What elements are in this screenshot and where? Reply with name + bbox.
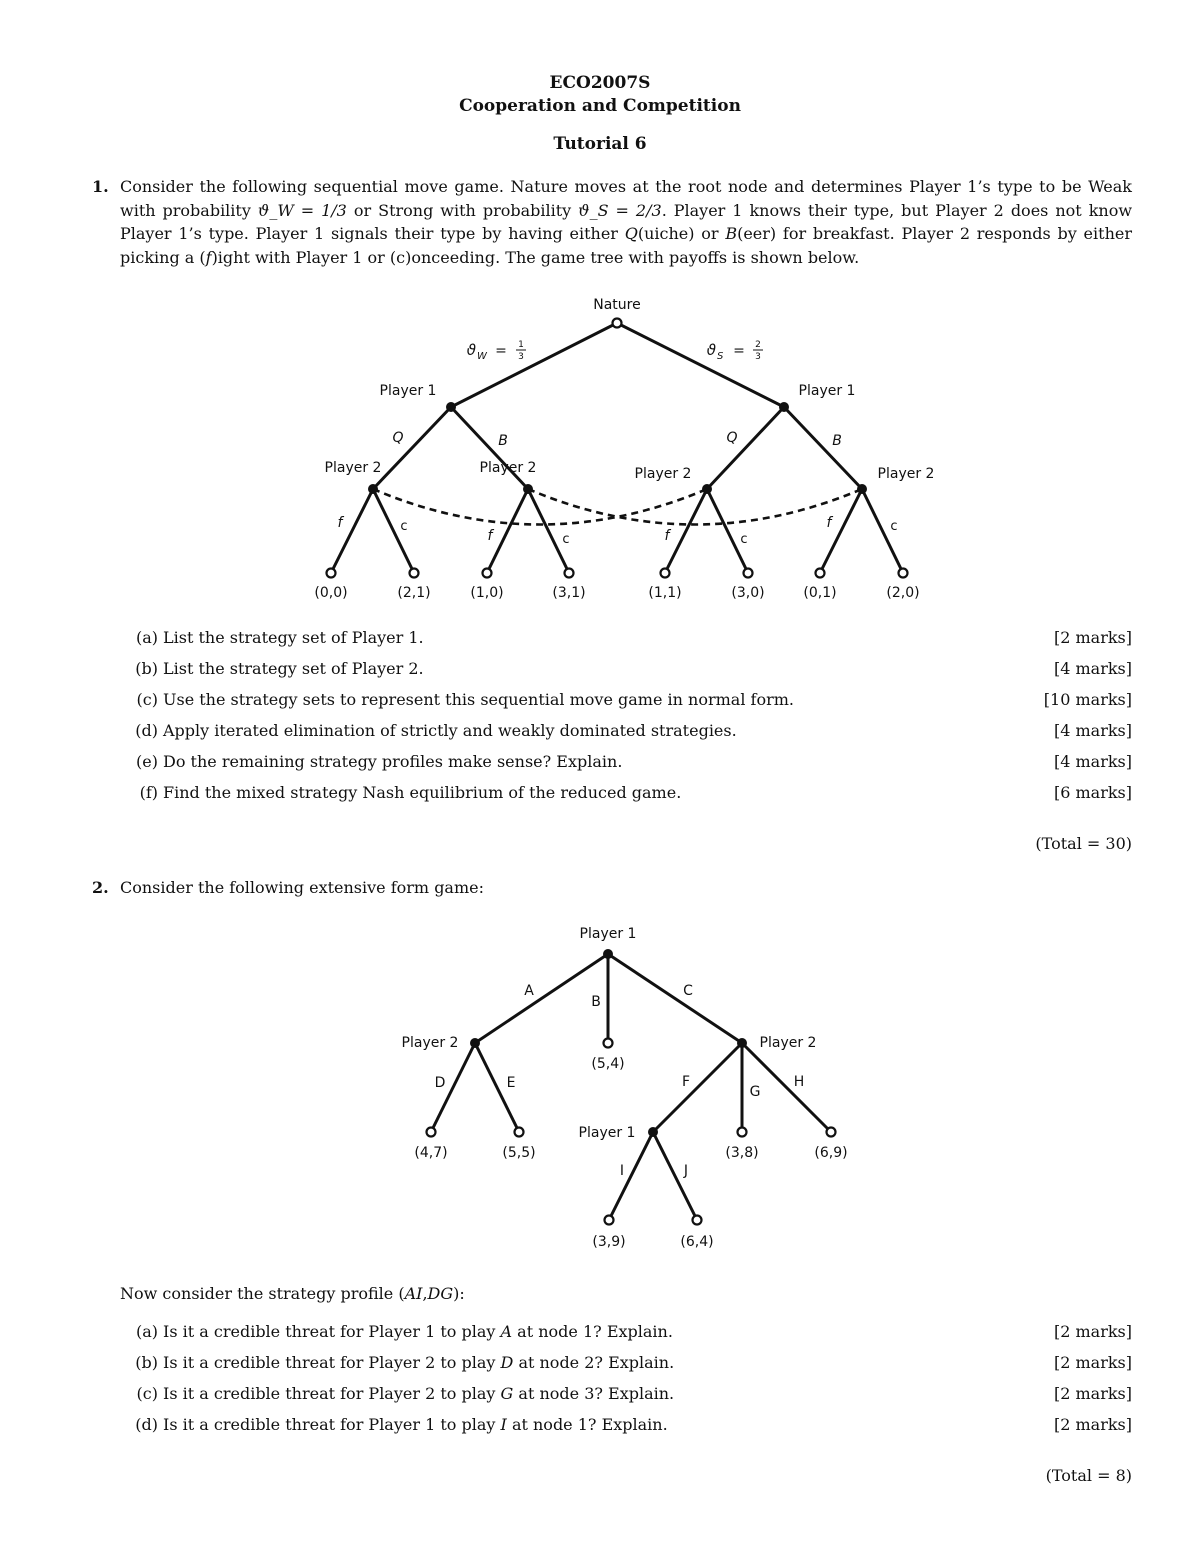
edge-a xyxy=(475,954,608,1043)
player1-weak-label: Player 1 xyxy=(379,383,437,399)
action-b-strong: B xyxy=(832,433,842,449)
terminal-node xyxy=(515,1128,524,1137)
edge-f xyxy=(653,1043,742,1132)
payoff-label: (1,1) xyxy=(648,585,682,601)
svg-text:W: W xyxy=(477,351,487,362)
player2-label-3: Player 2 xyxy=(634,466,692,482)
action-c-3: c xyxy=(740,532,748,547)
q1-part-e: (e) Do the remaining strategy profiles make sense? Explain. [4 marks] xyxy=(136,752,1132,771)
q1-part-d: (d) Apply iterated elimination of strictly and weakly dominated strategies. [4 marks] xyxy=(135,721,1132,740)
question-1-text: Consider the following sequential move game. Nature moves at the root node and determines Player 1’s type to be Weak with probability ϑ_W = 1/3 or Strong with probability ϑ_S = 2/3. Player 1 knows their type, but Player 2 does not know Player 1’s type. Player 1 signals their type by having either Q(uiche) or B(eer) for breakfast. Player 2 responds by either picking a (f)ight with Player 1 or (c)onceeding. The game tree with payoffs is shown below. xyxy=(120,177,1133,267)
nature-label: Nature xyxy=(593,297,641,313)
q2-part-a: (a) Is it a credible threat for Player 1 to play A at node 1? Explain. [2 marks] xyxy=(135,1322,1132,1341)
action-g-label: G xyxy=(749,1084,761,1100)
player1-strong-label: Player 1 xyxy=(798,383,856,399)
strategy-profile-intro: Now consider the strategy profile (AI,DG): xyxy=(120,1284,465,1303)
svg-text:S: S xyxy=(717,351,724,362)
svg-text:=: = xyxy=(733,343,745,359)
action-i-label: I xyxy=(619,1163,625,1179)
q1-total: (Total = 30) xyxy=(1035,834,1132,853)
payoff-label: (3,9) xyxy=(592,1234,626,1250)
payoff-label: (3,0) xyxy=(731,585,765,601)
edge-i xyxy=(609,1132,653,1220)
q1-part-c: (c) Use the strategy sets to represent this sequential move game in normal form. [10 marks] xyxy=(136,690,1132,709)
q2-total: (Total = 8) xyxy=(1045,1466,1132,1485)
player1-root-node xyxy=(603,949,613,959)
payoff-label: (2,0) xyxy=(886,585,920,601)
svg-text:3: 3 xyxy=(518,352,524,362)
payoff-label: (2,1) xyxy=(397,585,431,601)
player2-right-label: Player 2 xyxy=(759,1035,817,1051)
terminal-node xyxy=(738,1128,747,1137)
action-e-label: E xyxy=(506,1075,516,1091)
q2-part-c: (c) Is it a credible threat for Player 2 to play G at node 3? Explain. [2 marks] xyxy=(136,1384,1132,1403)
tutorial-title: Tutorial 6 xyxy=(553,134,647,154)
payoff-label: (0,0) xyxy=(314,585,348,601)
q1-part-a: (a) List the strategy set of Player 1. [2 marks] xyxy=(135,628,1132,647)
svg-text:3: 3 xyxy=(755,352,761,362)
player2-label-4: Player 2 xyxy=(877,466,935,482)
action-f-3: f xyxy=(664,528,670,544)
edge-c xyxy=(608,954,742,1043)
action-b-weak: B xyxy=(498,433,508,449)
svg-text:2: 2 xyxy=(755,340,761,350)
question-2-number: 2. xyxy=(92,878,109,897)
player1-root-label: Player 1 xyxy=(579,926,637,942)
action-f-2: f xyxy=(487,528,493,544)
q2-part-b: (b) Is it a credible threat for Player 2 to play D at node 2? Explain. [2 marks] xyxy=(135,1353,1132,1372)
player1-sub-node xyxy=(648,1127,658,1137)
player1-sub-label: Player 1 xyxy=(578,1125,636,1141)
course-code: ECO2007S xyxy=(549,73,651,93)
terminal-node xyxy=(827,1128,836,1137)
action-j-label: J xyxy=(683,1163,689,1179)
action-c-2: c xyxy=(562,532,570,547)
terminal-node xyxy=(604,1039,613,1048)
terminal-node xyxy=(427,1128,436,1137)
payoff-label: (3,1) xyxy=(552,585,586,601)
action-f-1: f xyxy=(337,515,343,531)
q1-part-f: (f) Find the mixed strategy Nash equilibrium of the reduced game. [6 marks] xyxy=(139,783,1132,802)
action-c-4: c xyxy=(890,519,898,534)
action-q-weak: Q xyxy=(392,430,404,446)
action-c-label: C xyxy=(683,983,693,999)
player2-label-2: Player 2 xyxy=(479,460,537,476)
payoff-label: (0,1) xyxy=(803,585,837,601)
action-c-1: c xyxy=(400,519,408,534)
player2-left-label: Player 2 xyxy=(401,1035,459,1051)
payoff-label: (6,4) xyxy=(680,1234,714,1250)
player2-left-node xyxy=(470,1038,480,1048)
terminal-node xyxy=(605,1216,614,1225)
player2-label-1: Player 2 xyxy=(324,460,382,476)
payoff-label: (5,4) xyxy=(591,1056,625,1072)
action-a-label: A xyxy=(524,983,534,999)
edge-j xyxy=(653,1132,697,1220)
svg-text:1: 1 xyxy=(518,340,524,350)
action-d-label: D xyxy=(434,1075,446,1091)
question-2-text: Consider the following extensive form game: xyxy=(120,878,484,897)
payoff-label: (4,7) xyxy=(414,1145,448,1161)
svg-text:ϑ: ϑ xyxy=(706,341,716,359)
payoff-label: (3,8) xyxy=(725,1145,759,1161)
terminal-node xyxy=(693,1216,702,1225)
action-b-label: B xyxy=(591,994,601,1010)
action-f-4: f xyxy=(826,515,832,531)
action-h-label: H xyxy=(793,1074,805,1090)
payoff-label: (1,0) xyxy=(470,585,504,601)
course-title: Cooperation and Competition xyxy=(459,96,741,116)
svg-text:ϑ: ϑ xyxy=(466,341,476,359)
svg-text:=: = xyxy=(495,343,507,359)
q2-part-d: (d) Is it a credible threat for Player 1 to play I at node 1? Explain. [2 marks] xyxy=(135,1415,1132,1434)
prob-strong: ϑ_S = 2/3 xyxy=(578,200,662,220)
q1-part-b: (b) List the strategy set of Player 2. [4 marks] xyxy=(135,659,1132,678)
action-q-strong: Q xyxy=(726,430,738,446)
payoff-label: (6,9) xyxy=(814,1145,848,1161)
player2-right-node xyxy=(737,1038,747,1048)
action-f-label: F xyxy=(681,1074,691,1090)
payoff-label: (5,5) xyxy=(502,1145,536,1161)
question-1-number: 1. xyxy=(92,177,109,196)
prob-weak: ϑ_W = 1/3 xyxy=(257,200,347,220)
